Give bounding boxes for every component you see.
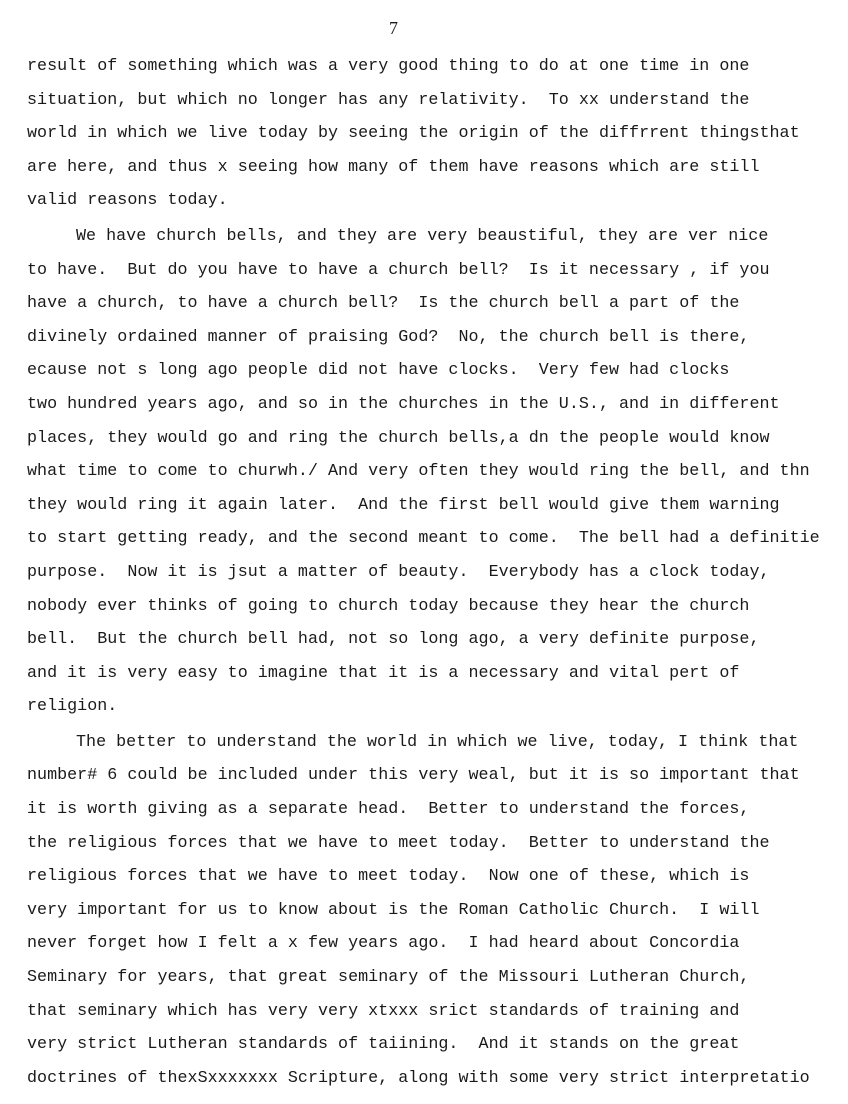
text-line: very important for us to know about is the Roman Catholic Church. I will [27, 900, 760, 920]
text-line: ecause not s long ago people did not have clocks. Very few had clocks [27, 361, 730, 381]
paragraph [27, 220, 820, 724]
text-line: what time to come to churwh./ And very often they would ring the bell, and thn [27, 462, 810, 482]
text-line: religion. [27, 697, 118, 717]
text-line: world in which we live today by seeing the origin of the diffrrent thingsthat [27, 124, 800, 144]
text-line: they would ring it again later. And the first bell would give them warning [27, 495, 780, 515]
text-line: purpose. Now it is jsut a matter of beauty. Everybody has a clock today, [27, 562, 770, 582]
text-line: divinely ordained manner of praising God? No, the church bell is there, [27, 327, 750, 347]
text-line: never forget how I felt a x few years ago. I had heard about Concordia [27, 934, 740, 954]
text-line: places, they would go and ring the church bells,a dn the people would know [27, 428, 770, 448]
text-line: that seminary which has very very xtxxx srict standards of training and [27, 1001, 740, 1021]
text-line: The better to understand the world in which we live, today, I think that [76, 732, 799, 752]
text-line: to have. But do you have to have a church bell? Is it necessary , if you [27, 260, 770, 280]
text-line: to start getting ready, and the second meant to come. The bell had a definitie [27, 529, 820, 549]
text-line: We have church bells, and they are very beaustiful, they are ver nice [76, 226, 769, 246]
text-line: the religious forces that we have to meet today. Better to understand the [27, 833, 770, 853]
text-line: situation, but which no longer has any relativity. To xx understand the [27, 90, 750, 110]
text-line: are here, and thus x seeing how many of them have reasons which are still [27, 157, 760, 177]
document-body [27, 50, 820, 1095]
text-line: very strict Lutheran standards of taiining. And it stands on the great [27, 1035, 740, 1055]
paragraph [27, 50, 820, 218]
text-line: number# 6 could be included under this very weal, but it is so important that [27, 766, 800, 786]
text-line: bell. But the church bell had, not so long ago, a very definite purpose, [27, 630, 760, 650]
text-line: valid reasons today. [27, 191, 228, 211]
text-line: nobody ever thinks of going to church today because they hear the church [27, 596, 750, 616]
page-number: 7 [389, 18, 398, 38]
text-line: religious forces that we have to meet today. Now one of these, which is [27, 867, 750, 887]
text-line: Seminary for years, that great seminary of the Missouri Lutheran Church, [27, 968, 750, 988]
paragraph [27, 726, 820, 1096]
text-line: result of something which was a very good thing to do at one time in one [27, 57, 750, 76]
text-line: have a church, to have a church bell? Is the church bell a part of the [27, 294, 740, 314]
text-line: it is worth giving as a separate head. Better to understand the forces, [27, 800, 750, 820]
text-line: doctrines of thexSxxxxxxx Scripture, along with some very strict interpretatio [27, 1068, 810, 1088]
text-line: and it is very easy to imagine that it is a necessary and vital pert of [27, 663, 740, 683]
text-line: two hundred years ago, and so in the churches in the U.S., and in different [27, 394, 780, 414]
